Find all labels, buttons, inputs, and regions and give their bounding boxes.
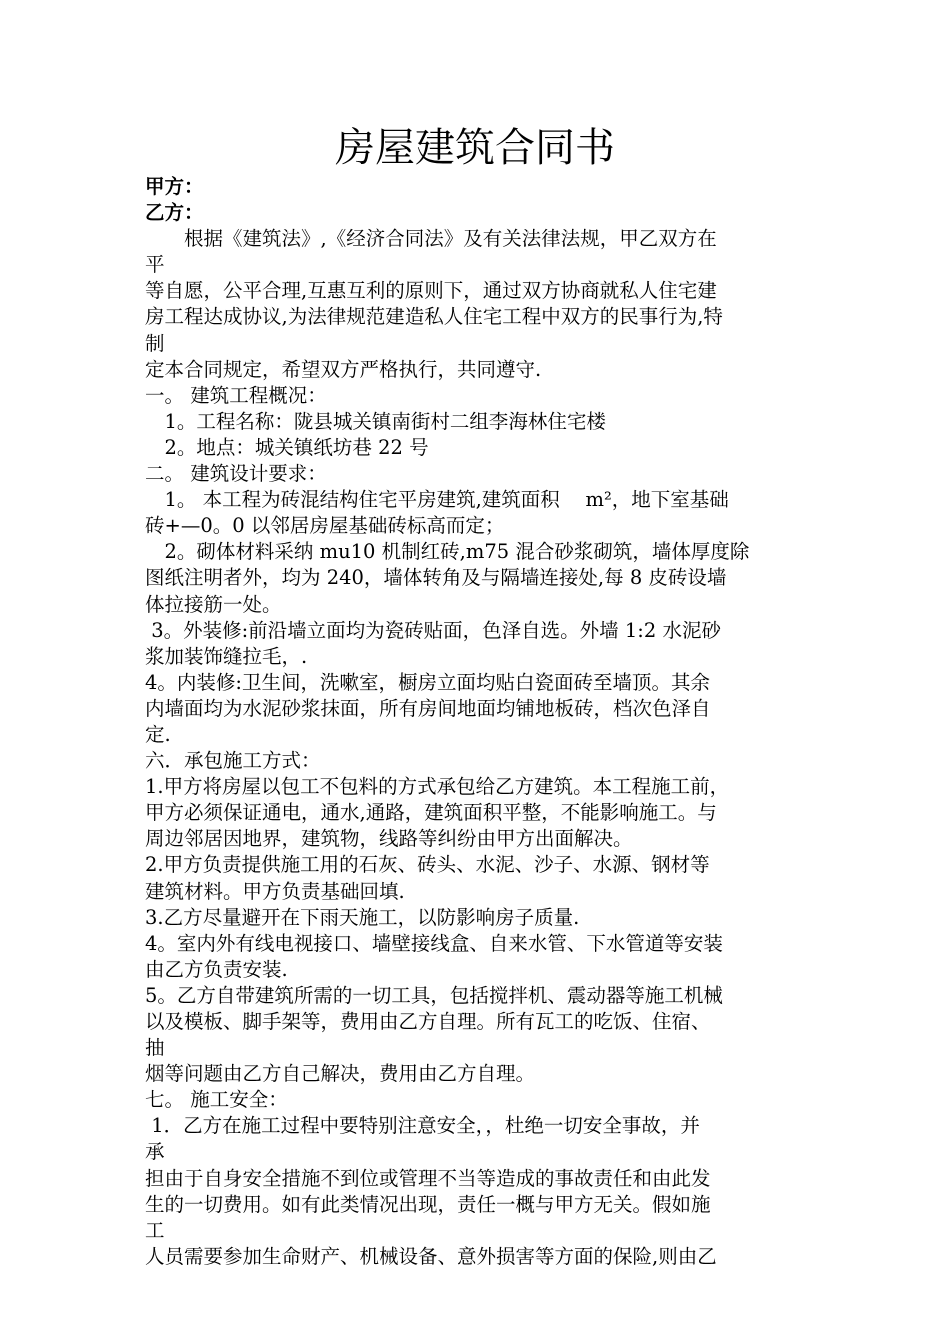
text-line: 生的一切费用。如有此类情况出现，责任一概与甲方无关。假如施 <box>145 1192 711 1216</box>
text-line: 5。乙方自带建筑所需的一切工具，包括搅拌机、震动器等施工机械 <box>145 983 723 1007</box>
section-heading: 二。 建筑设计要求： <box>145 462 327 486</box>
text-line: 定. <box>145 722 171 746</box>
text-line: 4。室内外有线电视接口、墙壁接线盒、自来水管、下水管道等安装 <box>145 931 723 955</box>
text-line: 1.甲方将房屋以包工不包料的方式承包给乙方建筑。本工程施工前， <box>145 775 730 799</box>
party-b-label: 乙方： <box>145 201 204 225</box>
text-line: 2。砌体材料采纳 mu10 机制红砖,m75 混合砂浆砌筑，墙体厚度除 <box>145 540 750 564</box>
text-line: 定本合同规定，希望双方严格执行，共同遵守. <box>145 357 542 381</box>
text-line: 人员需要参加生命财产、机械设备、意外损害等方面的保险,则由乙 <box>145 1244 717 1268</box>
text-line: 1。工程名称：陇县城关镇南街村二组李海林住宅楼 <box>145 409 606 433</box>
text-line: 1．乙方在施工过程中要特别注意安全，，杜绝一切安全事故，并 <box>145 1114 700 1138</box>
text-line: 砖+—0。0 以邻居房屋基础砖标高而定； <box>145 514 505 538</box>
text-line: 由乙方负责安装. <box>145 957 288 981</box>
text-line: 房工程达成协议,为法律规范建造私人住宅工程中双方的民事行为,特 <box>145 305 723 329</box>
party-a-label: 甲方： <box>145 175 204 198</box>
text-line: 担由于自身安全措施不到位或管理不当等造成的事故责任和由此发 <box>145 1166 711 1190</box>
text-line: 根据《建筑法》,《经济合同法》及有关法律法规，甲乙双方在 <box>145 227 717 251</box>
text-line: 制 <box>145 331 165 355</box>
text-line: 图纸注明者外，均为 240，墙体转角及与隔墙连接处,每 8 皮砖设墙 <box>145 566 727 590</box>
text-line: 甲方必须保证通电，通水,通路，建筑面积平整，不能影响施工。与 <box>145 801 717 825</box>
text-line: 体拉接筋一处。 <box>145 592 282 616</box>
text-line: 3.乙方尽量避开在下雨天施工，以防影响房子质量. <box>145 905 580 929</box>
text-line: 烟等问题由乙方自己解决，费用由乙方自理。 <box>145 1062 536 1086</box>
text-line: 4。内装修:卫生间，洗嗽室，橱房立面均贴白瓷面砖至墙顶。其余 <box>145 670 710 694</box>
text-line: 内墙面均为水泥砂浆抹面，所有房间地面均铺地板砖，档次色泽自 <box>145 696 711 720</box>
text-line: 2。地点：城关镇纸坊巷 22 号 <box>145 435 429 459</box>
text-line: 等自愿，公平合理,互惠互利的原则下，通过双方协商就私人住宅建 <box>145 279 717 303</box>
text-line: 2.甲方负责提供施工用的石灰、砖头、水泥、沙子、水源、钢材等 <box>145 853 710 877</box>
text-line: 建筑材料。甲方负责基础回填. <box>145 879 405 903</box>
section-heading: 一。 建筑工程概况： <box>145 383 327 407</box>
text-line: 平 <box>145 253 165 277</box>
text-line: 工 <box>145 1218 165 1242</box>
text-line: 抽 <box>145 1036 165 1060</box>
document-title: 房屋建筑合同书 <box>335 125 615 171</box>
text-line: 浆加装饰缝拉毛，. <box>145 644 308 668</box>
section-heading: 六．承包施工方式： <box>145 749 321 773</box>
section-heading: 七。 施工安全： <box>145 1088 288 1112</box>
text-line: 承 <box>145 1140 165 1164</box>
text-line: 3。外装修:前沿墙立面均为瓷砖贴面，色泽自选。外墙 1:2 水泥砂 <box>145 618 721 642</box>
document-body <box>145 174 825 1270</box>
text-line: 周边邻居因地界，建筑物，线路等纠纷由甲方出面解决。 <box>145 827 633 851</box>
text-line: 1。 本工程为砖混结构住宅平房建筑,建筑面积 m²，地下室基础 <box>145 488 729 512</box>
text-line: 以及模板、脚手架等，费用由乙方自理。所有瓦工的吃饭、住宿、 <box>145 1010 711 1033</box>
